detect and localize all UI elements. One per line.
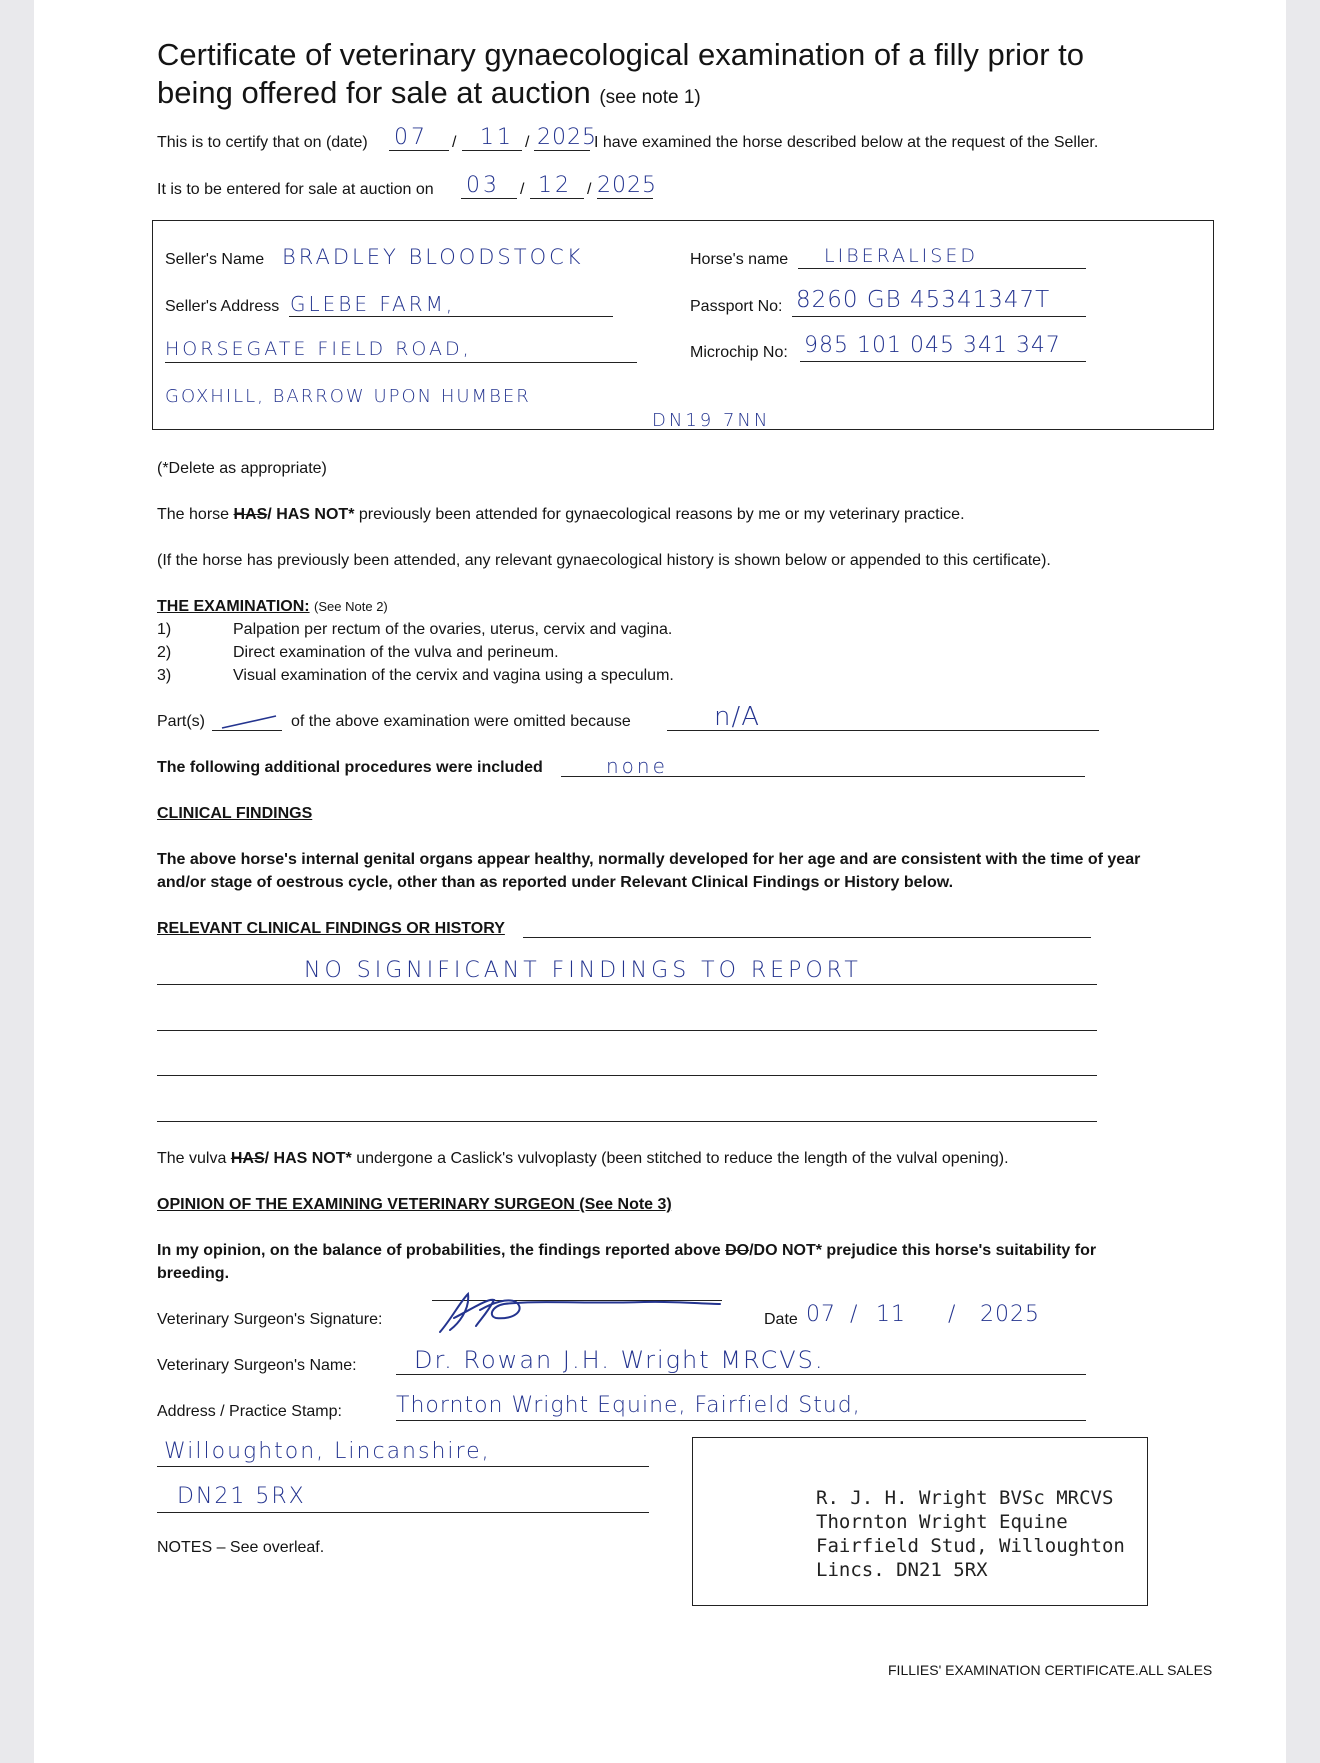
examination-heading: THE EXAMINATION: (See Note 2)	[157, 598, 388, 615]
opinion-do-not: DO NOT*	[753, 1242, 822, 1259]
attended-prefix: The horse	[157, 506, 230, 523]
additional-label: The following additional procedures were included	[157, 759, 543, 776]
attended-has-not: HAS NOT*	[276, 506, 355, 523]
dash-mark	[220, 712, 278, 730]
delete-note: (*Delete as appropriate)	[157, 460, 327, 477]
parts-middle: of the above examination were omitted because	[291, 713, 631, 730]
vulva-has-not: HAS NOT*	[273, 1150, 352, 1167]
vet-address-line-2: Willoughton, Lincanshire,	[164, 1439, 491, 1464]
exam-item-1: Palpation per rectum of the ovaries, uterus, cervix and vagina.	[233, 621, 673, 638]
opinion-do: DO	[725, 1242, 750, 1259]
auction-day: 03	[466, 173, 500, 198]
vet-date-day: 07	[806, 1302, 836, 1327]
clinical-heading: CLINICAL FINDINGS	[157, 805, 313, 822]
vulva-has: HAS	[230, 1150, 265, 1167]
exam-item-2-num: 2)	[157, 644, 172, 661]
seller-address-line-3: GOXHILL, BARROW UPON HUMBER	[165, 386, 531, 407]
title-line-1: Certificate of veterinary gynaecological examination of a filly prior to	[157, 37, 1085, 72]
opinion-text: In my opinion, on the balance of probabilities, the findings reported above DO/DO NOT* prejudice this horse's suitability for	[157, 1242, 1097, 1259]
opinion-heading: OPINION OF THE EXAMINING VETERINARY SURGEON (See Note 3)	[157, 1196, 672, 1213]
stamp-line-4: Lincs. DN21 5RX	[816, 1559, 988, 1581]
clinical-statement-2: and/or stage of oestrous cycle, other than as reported under Relevant Clinical Findings or History below.	[157, 874, 954, 891]
seller-name: BRADLEY BLOODSTOCK	[282, 245, 584, 269]
relevant-findings-text: NO SIGNIFICANT FINDINGS TO REPORT	[304, 958, 862, 983]
certify-month: 11	[480, 125, 514, 150]
exam-item-2: Direct examination of the vulva and perineum.	[233, 644, 559, 661]
stamp-line-2: Thornton Wright Equine	[816, 1511, 1068, 1533]
vet-address-line-3: DN21 5RX	[177, 1484, 306, 1509]
vet-address-label: Address / Practice Stamp:	[157, 1403, 342, 1420]
seller-name-label: Seller's Name	[165, 251, 265, 268]
notes-text: NOTES – See overleaf.	[157, 1539, 325, 1556]
passport-label: Passport No:	[690, 298, 783, 315]
microchip-label: Microchip No:	[690, 344, 788, 361]
horse-name-label: Horse's name	[690, 251, 789, 268]
vet-date-year: 2025	[980, 1302, 1040, 1327]
microchip-number: 985 101 045 341 347	[804, 333, 1061, 358]
vet-address-line-1: Thornton Wright Equine, Fairfield Stud,	[396, 1393, 861, 1418]
opinion-text-3: breeding.	[157, 1265, 230, 1282]
exam-item-1-num: 1)	[157, 621, 172, 638]
stamp-line-1: R. J. H. Wright BVSc MRCVS	[816, 1487, 1114, 1509]
seller-address-label: Seller's Address	[165, 298, 280, 315]
certify-prefix: This is to certify that on (date)	[157, 134, 368, 151]
seller-address-line-1: GLEBE FARM,	[290, 292, 456, 316]
date-label: Date	[764, 1311, 798, 1328]
title-line-2-text: being offered for sale at auction	[157, 75, 591, 110]
parts-prefix: Part(s)	[157, 713, 205, 730]
auction-prefix: It is to be entered for sale at auction on	[157, 181, 434, 198]
attended-statement: The horse HAS/ HAS NOT* previously been attended for gynaecological reasons by me or my veterinary practice.	[157, 506, 965, 523]
title-note: (see note 1)	[599, 87, 701, 108]
vulva-statement: The vulva HAS/ HAS NOT* undergone a Caslick's vulvoplasty (been stitched to reduce the length of the vulval opening).	[157, 1150, 1009, 1167]
vet-date-month: 11	[876, 1302, 906, 1327]
vet-name-label: Veterinary Surgeon's Name:	[157, 1357, 357, 1374]
seller-address-line-2: HORSEGATE FIELD ROAD,	[165, 338, 472, 360]
clinical-statement-1: The above horse's internal genital organs appear healthy, normally developed for her age and are consistent with the time of year	[157, 851, 1141, 868]
horse-name: LIBERALISED	[824, 245, 978, 267]
relevant-heading: RELEVANT CLINICAL FINDINGS OR HISTORY	[157, 920, 505, 937]
auction-year: 2025	[597, 173, 657, 198]
stamp-line-3: Fairfield Stud, Willoughton	[816, 1535, 1125, 1557]
certificate-title	[157, 36, 1084, 117]
additional-value: none	[606, 754, 668, 778]
exam-item-3-num: 3)	[157, 667, 172, 684]
exam-item-3: Visual examination of the cervix and vagina using a speculum.	[233, 667, 674, 684]
title-line-2	[157, 74, 1084, 117]
seller-postcode: DN19 7NN	[652, 410, 771, 431]
vet-name: Dr. Rowan J.H. Wright MRCVS.	[414, 1346, 825, 1374]
footer-text: FILLIES' EXAMINATION CERTIFICATE.ALL SALES	[888, 1662, 1213, 1678]
omission-reason: n/A	[714, 702, 761, 732]
attended-has: HAS	[233, 506, 268, 523]
signature-label: Veterinary Surgeon's Signature:	[157, 1311, 383, 1328]
certify-day: 07	[394, 125, 428, 150]
certify-year: 2025	[537, 125, 597, 150]
attended-suffix: previously been attended for gynaecological reasons by me or my veterinary practice.	[358, 506, 965, 523]
auction-month: 12	[538, 173, 572, 198]
passport-number: 8260 GB 45341347T	[796, 287, 1051, 313]
certify-suffix: I have examined the horse described below at the request of the Seller.	[594, 134, 1099, 151]
vet-signature	[434, 1288, 724, 1338]
certificate-page: Certificate of veterinary gynaecological examination of a filly prior to being offered for sale at auction (see note 1) This is to certify that on (date) 07 / 11 / 2025 I have examined the horse described below at the request of the Seller. It is to be entered for sale at auction on 03 / 12 / 2025 Seller's Name BRADLEY BLOODSTOCK Seller's Address GLEBE FARM, HORSEGATE FIELD ROAD, GOXHILL, BARROW UPON HUMBER DN19 7NN Horse's name LIBERALISED Passport No: 8260 GB 45341347T Microchip No: 985 101 045 341 347 (*Delete as appropriate) The horse HAS/ HAS NOT* previously been attended for gynaecological reasons by me or my veterinary practice. (If the horse has previously been attended, any relevant gynaecological history is shown below or appended to this certificate). THE EXAMINATION: (See Note 2) 1) Palpation per rectum of the ovaries, uterus, cervix and vagina. 2) Direct examination of the vulva and perineum. 3) Visual examination of the cervix and vagina using a speculum. Part(s) of the above examination were omitted because n/A The following additional procedures were included none CLINICAL FINDINGS The above horse's internal genital organs appear healthy, normally developed for her age and are consistent with the time of year and/or stage of oestrous cycle, other than as reported under Relevant Clinical Findings or History below. RELEVANT CLINICAL FINDINGS OR HISTORY NO SIGNIFICANT FINDINGS TO REPORT The vulva HAS/ HAS NOT* undergone a Caslick's vulvoplasty (been stitched to reduce the length of the vulval opening). OPINION OF THE EXAMINING VETERINARY SURGEON (See Note 3) In my opinion, on the balance of probabilities, the findings reported above DO/DO NOT* prejudice this horse's suitability for breeding. Veterinary Surgeon's Signature: Date 07 / 11 / 2025 Veterinary Surgeon's Name: Dr. Rowan J.H. Wright MRCVS. Address / Practice Stamp: Thornton Wright Equine, Fairfield Stud, Willoughton, Lincanshire, DN21 5RX R. J. H. Wright BVSc MRCVS Thornton Wright Equine Fairfield Stud, Willoughton Lincs. DN21 5RX NOTES – See overleaf. FILLIES' EXAMINATION CERTIFICATE.ALL SALES	[34, 0, 1286, 1763]
practice-stamp	[816, 1486, 1125, 1582]
attended-note: (If the horse has previously been attended, any relevant gynaecological history is shown below or appended to this certificate).	[157, 552, 1051, 569]
